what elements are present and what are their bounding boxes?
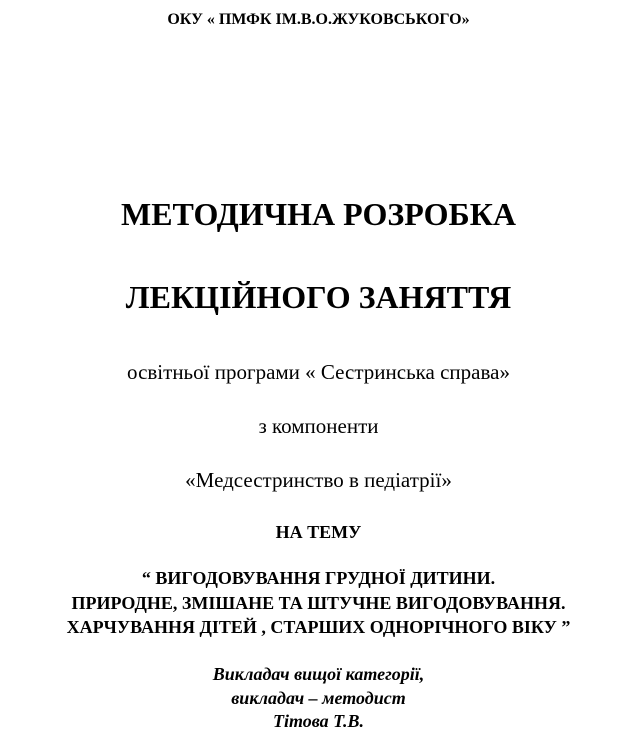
component-label: з компоненти (258, 414, 379, 438)
topic-line-1: “ ВИГОДОВУВАННЯ ГРУДНОЇ ДИТИНИ. (141, 568, 496, 588)
topic-line-3: ХАРЧУВАННЯ ДІТЕЙ , СТАРШИХ ОДНОРІЧНОГО ВІКУ ” (66, 617, 571, 637)
document-title-line-2: ЛЕКЦІЙНОГО ЗАНЯТТЯ (125, 279, 512, 315)
program-line: освітньої програми « Сестринська справа» (127, 360, 510, 384)
topic-label: НА ТЕМУ (275, 522, 362, 542)
component-name: «Медсестринство в педіатрії» (185, 468, 452, 492)
document-title-line-1: МЕТОДИЧНА РОЗРОБКА (120, 196, 516, 232)
institution-name: ОКУ « ПМФК ІМ.В.О.ЖУКОВСЬКОГО» (167, 11, 470, 28)
topic-line-2: ПРИРОДНЕ, ЗМІШАНЕ ТА ШТУЧНЕ ВИГОДОВУВАННЯ. (71, 593, 566, 613)
author-name: Тітова Т.В. (272, 711, 365, 731)
author-position: Викладач вищої категорії, (212, 664, 425, 684)
author-role: викладач – методист (231, 688, 406, 708)
